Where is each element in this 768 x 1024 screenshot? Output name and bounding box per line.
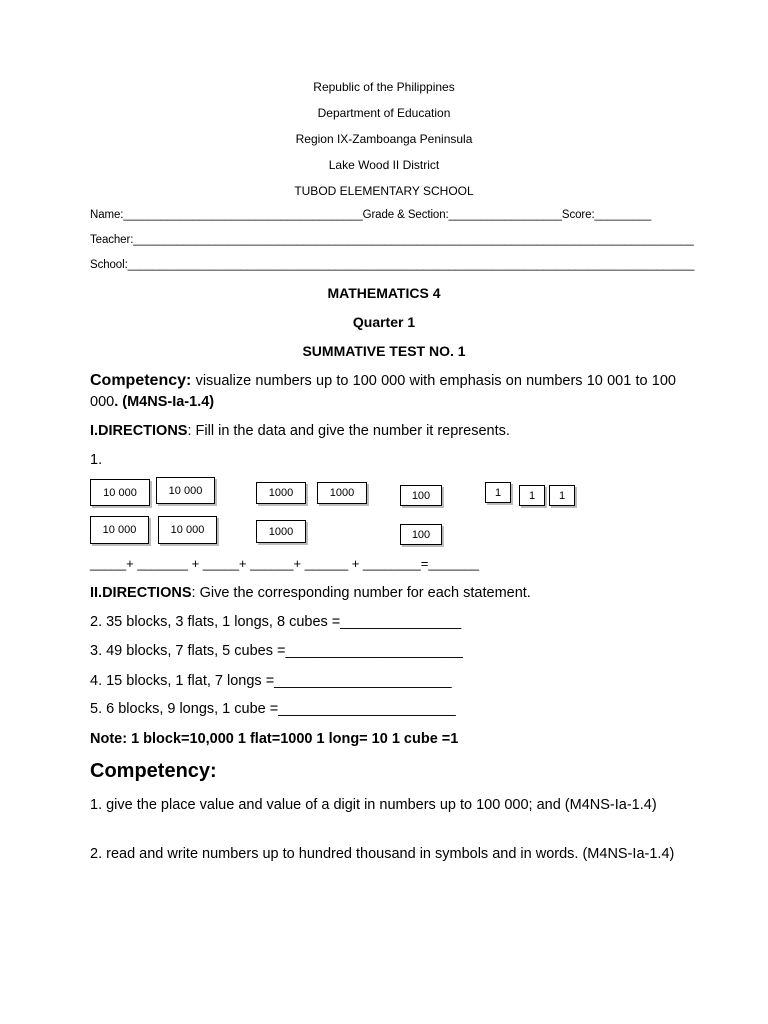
statement-item: 5. 6 blocks, 9 longs, 1 cube =______________________	[90, 701, 456, 717]
flat-box: 1000	[317, 482, 367, 504]
block-box: 10 000	[156, 477, 215, 504]
competency-1-label: Competency:	[90, 372, 192, 389]
header-district: Lake Wood II District	[328, 158, 440, 172]
block-box: 10 000	[90, 479, 150, 506]
part2-directions	[90, 585, 531, 601]
competency-1	[90, 370, 676, 413]
statement-item: 2. 35 blocks, 3 flats, 1 longs, 8 cubes =_______________	[90, 614, 462, 630]
competency-2-item-1: 1. give the place value and value of a digit in numbers up to 100 000; and (M4NS-Ia-1.4)	[90, 797, 657, 813]
item-1-number: 1.	[90, 452, 103, 468]
cube-box: 1	[519, 485, 545, 506]
header-republic: Republic of the Philippines	[313, 80, 455, 94]
note-line: Note: 1 block=10,000 1 flat=1000 1 long= 10 1 cube =1	[90, 731, 459, 747]
statement-item: 4. 15 blocks, 1 flat, 7 longs =______________________	[90, 673, 452, 689]
competency-2-heading: Competency:	[90, 760, 217, 782]
teacher-line: Teacher:_________________________________________________________________________________________	[90, 234, 694, 246]
flat-box: 1000	[256, 482, 306, 504]
name-line: Name:______________________________________Grade & Section:__________________Score:_________	[90, 209, 652, 221]
flat-box: 1000	[256, 520, 306, 543]
test-title: SUMMATIVE TEST NO. 1	[302, 343, 466, 359]
answer-line: _____+ _______ + _____+ ______+ ______ + ________=_______	[90, 556, 479, 571]
competency-1-text: visualize numbers up to 100 000 with emphasis on numbers 10 001 to 100 000	[90, 373, 676, 410]
part1-directions	[90, 423, 510, 439]
block-box: 10 000	[90, 516, 149, 544]
competency-1-period: .	[114, 394, 119, 410]
part1-text: : Fill in the data and give the number it represents.	[187, 423, 510, 439]
cube-box: 1	[485, 482, 511, 503]
block-box: 10 000	[158, 516, 217, 544]
part2-label: II.DIRECTIONS	[90, 585, 192, 601]
header-department: Department of Education	[317, 106, 451, 120]
school-line: School:__________________________________________________________________________________________	[90, 259, 695, 271]
competency-1-code: (M4NS-Ia-1.4)	[118, 394, 215, 410]
subject-title: MATHEMATICS 4	[327, 285, 441, 301]
part1-label: I.DIRECTIONS	[90, 423, 188, 439]
quarter-title: Quarter 1	[352, 314, 416, 330]
long-box: 100	[400, 485, 442, 506]
competency-2-item-2: 2. read and write numbers up to hundred thousand in symbols and in words. (M4NS-Ia-1.4)	[90, 846, 675, 862]
cube-box: 1	[549, 485, 575, 506]
statement-item: 3. 49 blocks, 7 flats, 5 cubes =______________________	[90, 643, 463, 659]
long-box: 100	[400, 524, 442, 545]
header-region: Region IX-Zamboanga Peninsula	[295, 132, 473, 146]
part2-text: : Give the corresponding number for each statement.	[191, 585, 531, 601]
header-school: TUBOD ELEMENTARY SCHOOL	[294, 184, 474, 198]
